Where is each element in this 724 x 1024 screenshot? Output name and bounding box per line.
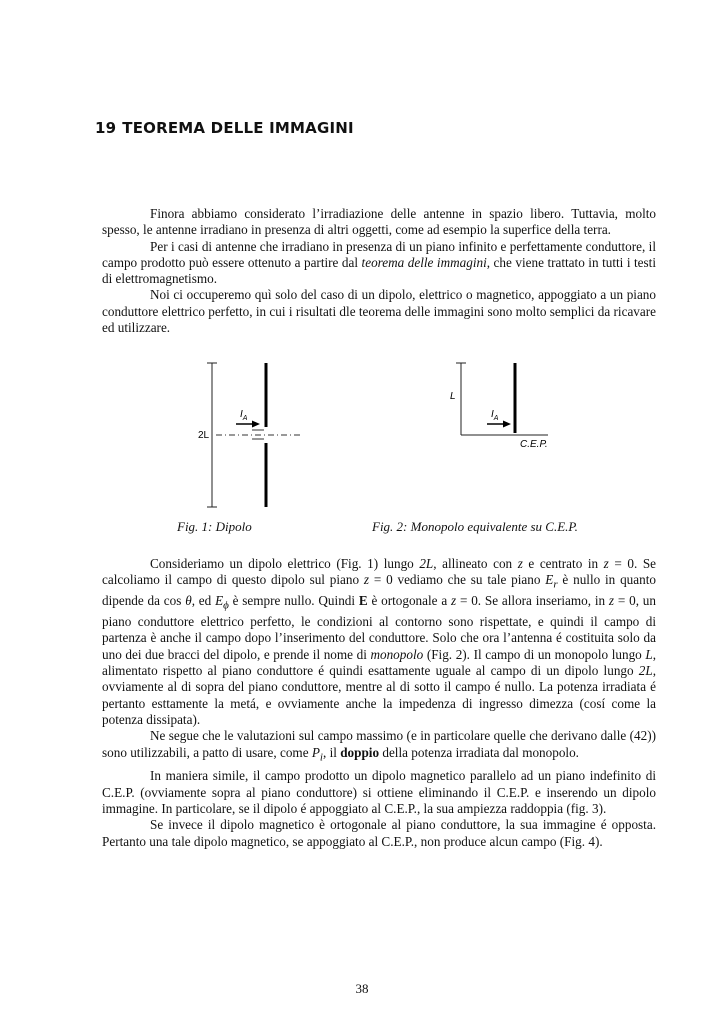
- paragraph: Consideriamo un dipolo elettrico (Fig. 1) lungo 2L, allineato con z e centrato in z = 0. Se calcoliamo il campo di questo dipolo sul piano z = 0 vediamo che su tale piano $E_r$ è nullo in quanto dipende da cos θ, ed $E_\phi$ è sempre nullo. Quindi E è ortogonale a z = 0. Se allora inseriamo, in z = 0, un piano conduttore elettrico perfetto, le condizioni al contorno sono rispettate, e quindi il campo di partenza è anche il campo dopo l’inserimento del conduttore. Solo che ora l’antenna é costituita solo da uno dei due bracci del dipolo, e prende il nome di monopolo (Fig. 2). Il campo di un monopolo lungo L, alimentato rispetto al piano conduttore é quindi esattamente uguale al campo di un dipolo lungo 2L, ovviamente al di sopra del piano conduttore, mentre al di sotto il campo é nullo. La potenza irradiata é pertanto esttamente la metá, e ovviamente anche la impedenza di ingresso dimezza (cosí come la potenza dissipata).: [102, 556, 657, 727]
- antenna-diagrams: [0, 355, 724, 545]
- current-label: $I_A$: [491, 409, 499, 422]
- section-title: TEOREMA DELLE IMMAGINI: [122, 119, 354, 137]
- section-number: 19: [95, 119, 117, 137]
- text-run: Finora abbiamo considerato l’irradiazione delle antenne in spazio libero. Tuttavia, molto spesso, le antenne irradiano in presenza di altri oggetti, come ad esempio la superfice della terra.: [102, 206, 656, 238]
- paragraph: [102, 239, 656, 288]
- fig1-caption: Fig. 1: Dipolo: [177, 519, 252, 534]
- current-label: $I_A$: [240, 409, 248, 422]
- paragraph: In maniera simile, il campo prodotto un dipolo magnetico parallelo ad un piano indefinito di C.E.P. (ovviamente sopra al piano conduttore) si ottiene eliminando il C.E.P. e inserendo un dipolo immagine. In particolare, se il dipolo é appoggiato al C.E.P., la sua ampiezza raddoppia (fig. 3).: [102, 768, 656, 817]
- intro-text: [102, 206, 656, 336]
- length-label: 2L: [198, 430, 210, 441]
- arrow-head-icon: [503, 421, 511, 428]
- paragraph: Se invece il dipolo magnetico è ortogonale al piano conduttore, la sua immagine é opposta. Pertanto una tale dipolo magnetico, se appoggiato al C.E.P., non produce alcun campo (Fig. 4).: [102, 817, 656, 849]
- figures: [0, 355, 724, 545]
- text-run: Noi ci occuperemo quì solo del caso di un dipolo, elettrico o magnetico, appoggiato a un piano conduttore elettrico perfetto, in cui i risultati dle teorema delle immagini sono molto semplici da ricavare ed utilizzare.: [102, 287, 656, 336]
- body-text: [102, 556, 656, 850]
- page-number: 38: [355, 981, 369, 996]
- paragraph: [102, 206, 656, 239]
- arrow-head-icon: [252, 421, 260, 428]
- paragraph: [102, 287, 656, 336]
- emphasis: teorema delle immagini: [361, 254, 487, 270]
- fig2-monopole-diagram: [450, 363, 548, 450]
- fig1-dipole-diagram: [198, 363, 302, 507]
- text-run: , che viene trattato in tutti i testi di elettromagnetismo.: [102, 254, 656, 287]
- text-run: Per i casi di antenne che irradiano in presenza di un piano infinito e perfettamente conduttore, il campo prodotto può essere ottenuto a partire dal: [102, 238, 656, 270]
- length-label: L: [450, 391, 456, 402]
- paragraph: Ne segue che le valutazioni sul campo massimo (e in particolare quelle che derivano dalle (42)) sono utilizzabili, a patto di usare, come $P_i$, il doppio della potenza irradiata dal monopolo.: [102, 728, 656, 764]
- section-heading: [95, 119, 354, 137]
- fig2-caption: Fig. 2: Monopolo equivalente su C.E.P.: [372, 519, 578, 534]
- plane-label: C.E.P.: [520, 439, 548, 450]
